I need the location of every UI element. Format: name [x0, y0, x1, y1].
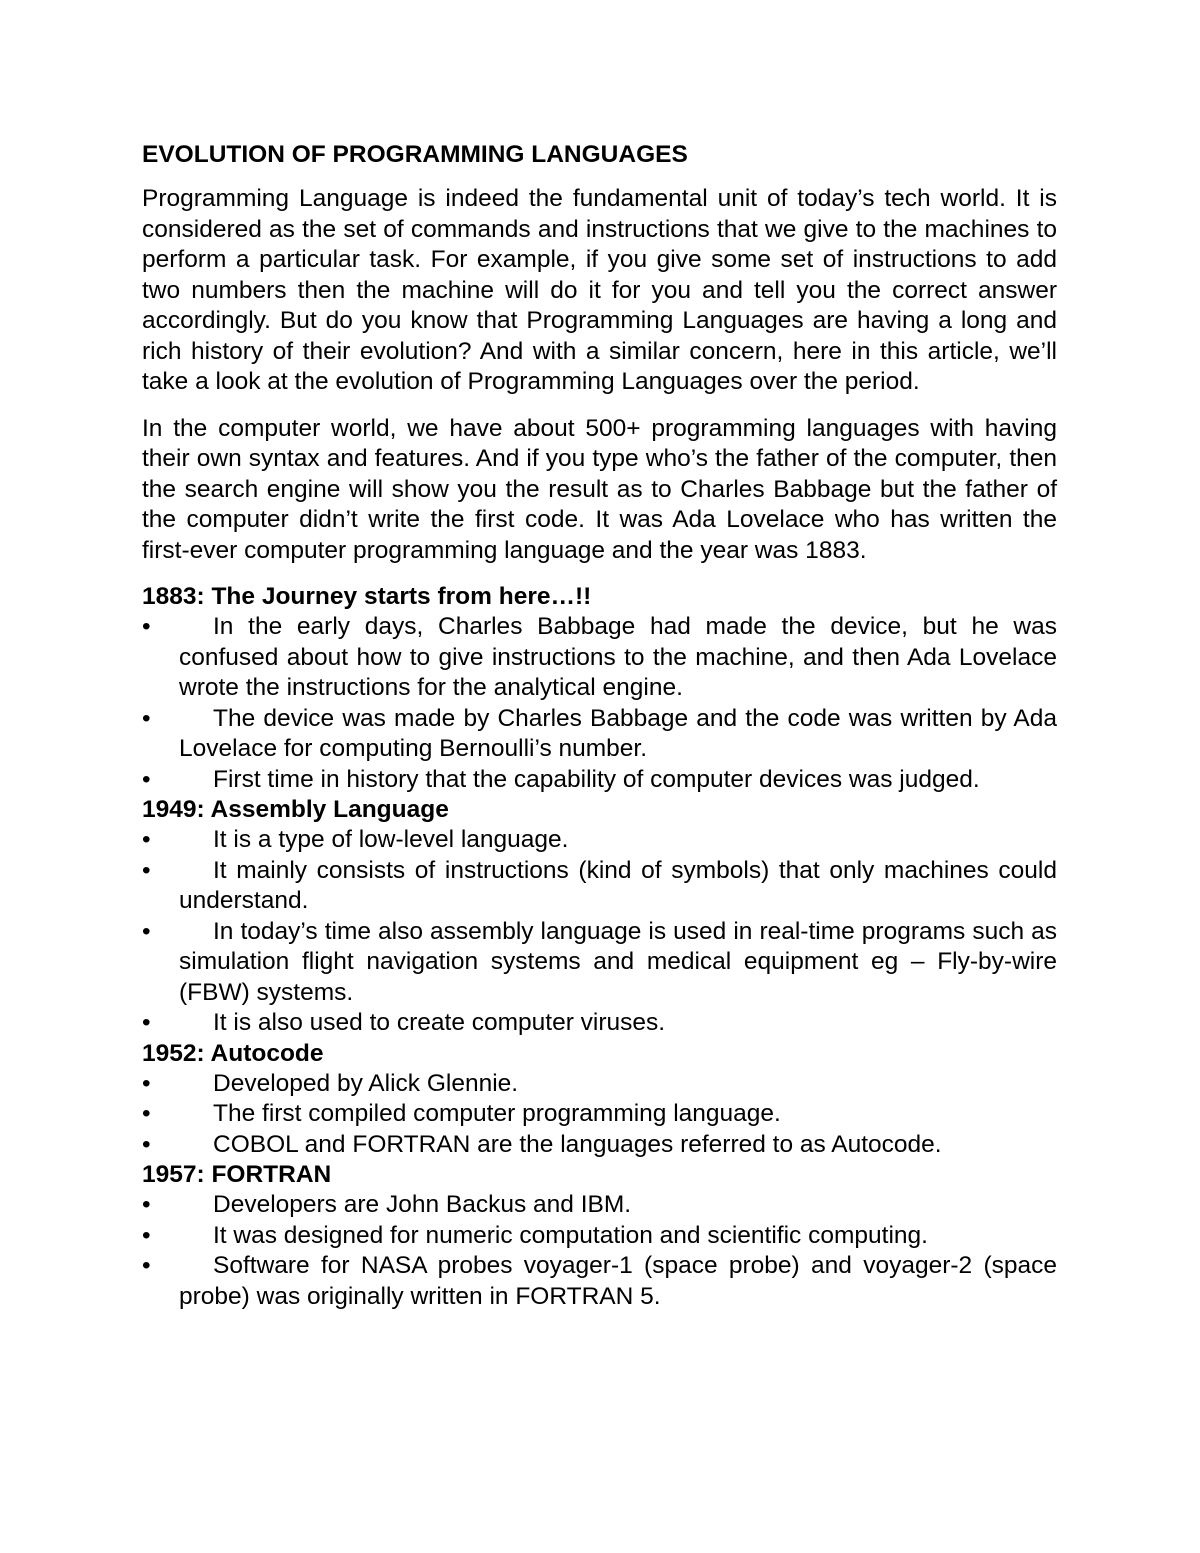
- list-item-text: Developers are John Backus and IBM.: [213, 1191, 632, 1218]
- bullet-list: [142, 1190, 1057, 1312]
- section-heading: 1883: The Journey starts from here…!!: [142, 583, 592, 610]
- list-item-text: First time in history that the capability of computer devices was judged.: [213, 765, 980, 793]
- section-heading: 1957: FORTRAN: [142, 1161, 332, 1188]
- document-title: EVOLUTION OF PROGRAMMING LANGUAGES: [142, 141, 688, 168]
- section-1883: [142, 582, 1057, 795]
- bullet-icon: •: [142, 1130, 151, 1158]
- list-item: [142, 1190, 1057, 1221]
- bullet-icon: •: [142, 704, 151, 732]
- list-item: [142, 765, 1057, 796]
- list-item: [142, 856, 1057, 917]
- section-1957: [142, 1160, 1057, 1312]
- bullet-icon: •: [142, 856, 151, 884]
- list-item: [142, 1069, 1057, 1100]
- bullet-list: [142, 825, 1057, 1039]
- list-item-text: It was designed for numeric computation and scientific computing.: [213, 1221, 928, 1249]
- bullet-list: [142, 1069, 1057, 1161]
- bullet-icon: •: [142, 1100, 151, 1127]
- list-item-text: It is also used to create computer viruses.: [213, 1009, 666, 1036]
- list-item: [142, 1251, 1057, 1312]
- history-paragraph: In the computer world, we have about 500+ programming languages with having their own syntax and features. And if you type who’s the father of the computer, then the search engine will show you the result as to Charles Babbage but the father of the computer didn’t write the first code. It was Ada Lovelace who has written the first-ever computer programming language and the year was 1883.: [142, 414, 1057, 564]
- section-1949: [142, 795, 1057, 1039]
- list-item-text: Developed by Alick Glennie.: [213, 1069, 519, 1097]
- list-item-text: In today’s time also assembly language is used in real-time programs such as simulation flight navigation systems and medical equipment eg – Fly-by-wire (FBW) systems.: [179, 917, 1057, 1006]
- document-page: [142, 140, 1057, 1312]
- list-item: [142, 612, 1057, 704]
- list-item: [142, 1130, 1057, 1161]
- bullet-icon: •: [142, 765, 151, 793]
- intro-paragraph: Programming Language is indeed the fundamental unit of today’s tech world. It is considered as the set of commands and instructions that we give to the machines to perform a particular task. For example, if you give some set of instructions to add two numbers then the machine will do it for you and tell you the correct answer accordingly. But do you know that Programming Languages are having a long and rich history of their evolution? And with a similar concern, here in this article, we’ll take a look at the evolution of Programming Languages over the period.: [142, 185, 1057, 395]
- list-item-text: The first compiled computer programming language.: [213, 1100, 781, 1127]
- section-heading: 1949: Assembly Language: [142, 796, 449, 823]
- list-item-text: Software for NASA probes voyager-1 (space probe) and voyager-2 (space probe) was originally written in FORTRAN 5.: [179, 1252, 1057, 1310]
- list-item: [142, 704, 1057, 765]
- bullet-icon: •: [142, 1069, 151, 1097]
- list-item: [142, 1008, 1057, 1039]
- list-item: [142, 1221, 1057, 1252]
- list-item-text: The device was made by Charles Babbage and the code was written by Ada Lovelace for computing Bernoulli’s number.: [179, 704, 1057, 762]
- bullet-icon: •: [142, 1221, 151, 1249]
- bullet-list: [142, 612, 1057, 795]
- list-item: [142, 917, 1057, 1009]
- bullet-icon: •: [142, 613, 151, 640]
- bullet-icon: •: [142, 826, 151, 853]
- section-1952: [142, 1039, 1057, 1161]
- list-item-text: It is a type of low-level language.: [213, 826, 569, 853]
- list-item-text: COBOL and FORTRAN are the languages referred to as Autocode.: [213, 1130, 942, 1158]
- list-item-text: In the early days, Charles Babbage had made the device, but he was confused about how to give instructions to the machine, and then Ada Lovelace wrote the instructions for the analytical engine.: [179, 613, 1057, 701]
- list-item-text: It mainly consists of instructions (kind of symbols) that only machines could understand.: [179, 856, 1057, 914]
- bullet-icon: •: [142, 1252, 151, 1279]
- bullet-icon: •: [142, 1191, 151, 1218]
- bullet-icon: •: [142, 917, 151, 945]
- list-item: [142, 1099, 1057, 1130]
- list-item: [142, 825, 1057, 856]
- section-heading: 1952: Autocode: [142, 1039, 324, 1067]
- bullet-icon: •: [142, 1009, 151, 1036]
